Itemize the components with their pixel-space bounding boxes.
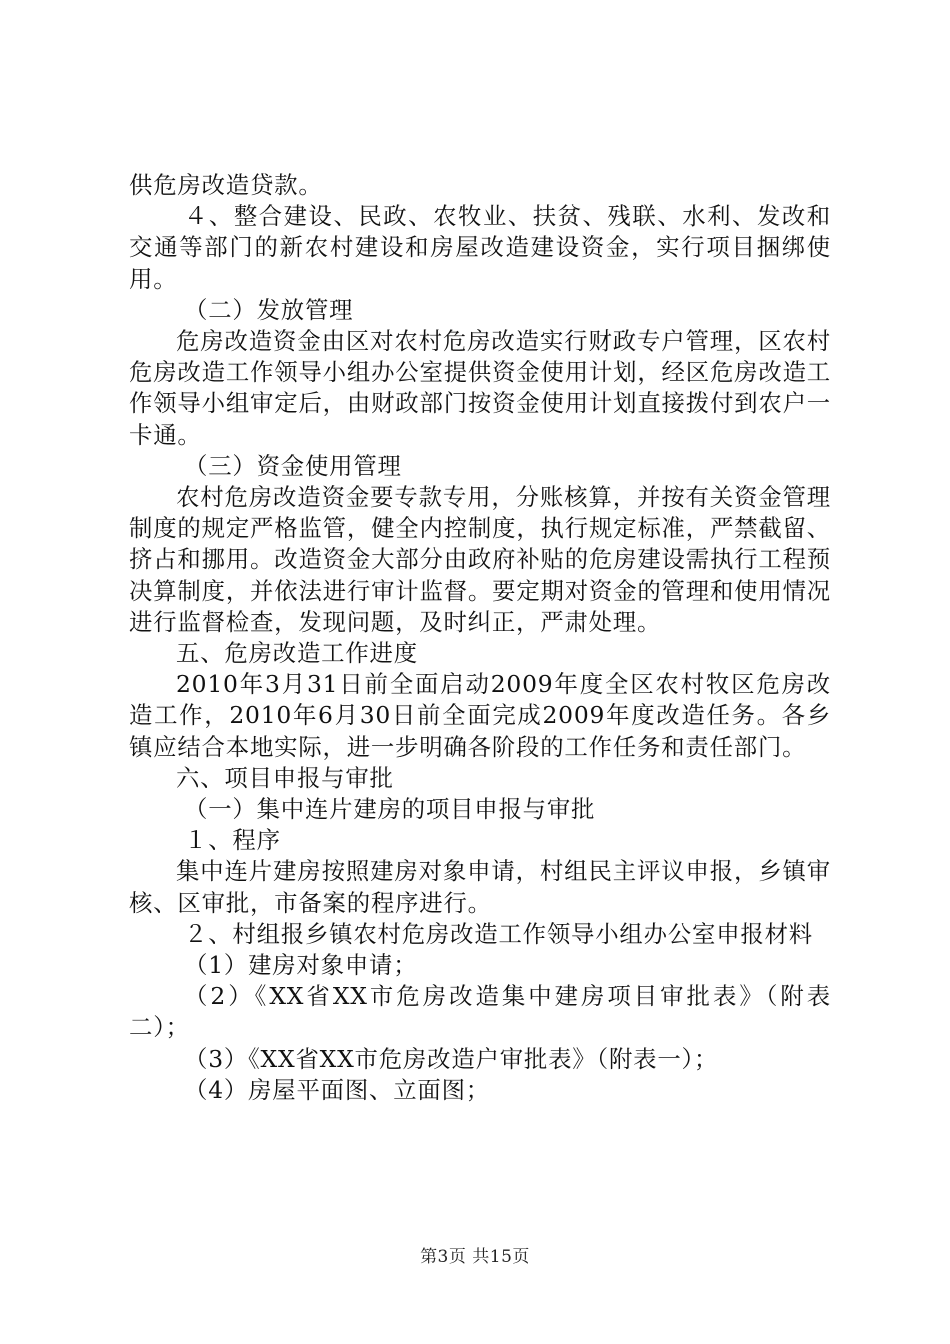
list-item-4: （4）房屋平面图、立面图； xyxy=(184,1075,490,1104)
section-heading-distribution: （二）发放管理 xyxy=(184,295,354,324)
paragraph-progress: 2010年3月31日前全面启动2009年度全区农村牧区危房改造工作，2010年6月30日前全面完成2009年度改造任务。各乡镇应结合本地实际，进一步明确各阶段的工作任务和责任部门。 xyxy=(129,670,831,761)
paragraph-continuation: 供危房改造贷款。 xyxy=(129,171,323,199)
section-heading-fund-usage: （三）资金使用管理 xyxy=(184,451,402,480)
list-item-2: （2）《XX省XX市危房改造集中建房项目审批表》（附表二）； xyxy=(129,982,831,1042)
list-item-1: （1）建房对象申请； xyxy=(184,951,418,980)
paragraph-materials: ２、村组报乡镇农村危房改造工作领导小组办公室申报材料 xyxy=(184,919,813,948)
paragraph-item-4: ４、整合建设、民政、农牧业、扶贫、残联、水利、发改和交通等部门的新农村建设和房屋改造建设资金，实行项目捆绑使用。 xyxy=(129,202,831,293)
item-heading-procedure: １、程序 xyxy=(184,826,281,855)
section-heading-progress: 五、危房改造工作进度 xyxy=(176,639,418,668)
paragraph-procedure: 集中连片建房按照建房对象申请，村组民主评议申报，乡镇审核、区审批，市备案的程序进行。 xyxy=(129,857,831,917)
body-text xyxy=(129,170,831,1106)
page-footer: 第3页 共15页 xyxy=(420,1247,530,1267)
paragraph-distribution: 危房改造资金由区对农村危房改造实行财政专户管理，区农村危房改造工作领导小组办公室提供资金使用计划，经区危房改造工作领导小组审定后，由财政部门按资金使用计划直接拨付到农户一卡通。 xyxy=(129,327,831,449)
subsection-heading-centralized: （一）集中连片建房的项目申报与审批 xyxy=(184,795,596,824)
paragraph-fund-usage: 农村危房改造资金要专款专用，分账核算，并按有关资金管理制度的规定严格监管，健全内控制度，执行规定标准，严禁截留、挤占和挪用。改造资金大部分由政府补贴的危房建设需执行工程预决算制度，并依法进行审计监督。要定期对资金的管理和使用情况进行监督检查，发现问题，及时纠正，严肃处理。 xyxy=(129,483,831,636)
section-heading-application: 六、项目申报与审批 xyxy=(176,763,394,792)
list-item-3: （3）《XX省XX市危房改造户审批表》（附表一）； xyxy=(184,1044,719,1073)
